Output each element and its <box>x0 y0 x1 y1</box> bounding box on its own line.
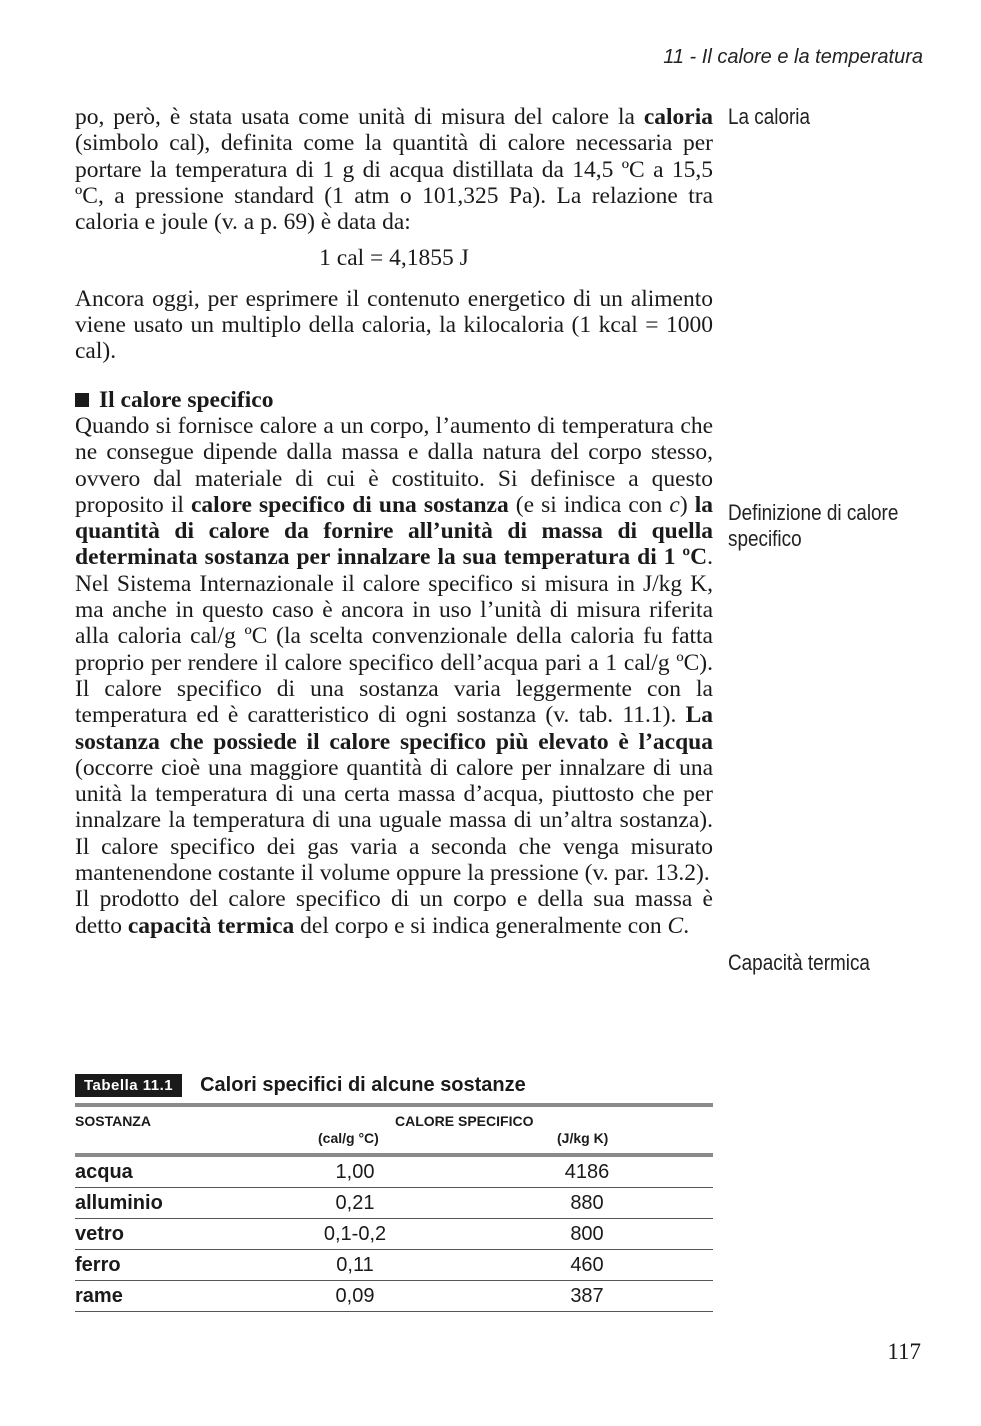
cell-cal: 0,1-0,2 <box>323 1223 387 1245</box>
cell-j: 460 <box>570 1254 604 1276</box>
margin-note-definizione-line2: specifico <box>728 526 802 551</box>
table-title: Calori specifici di alcune sostanze <box>200 1073 526 1096</box>
square-bullet-icon <box>75 393 89 407</box>
symbol-C: C <box>667 912 684 939</box>
header-unit-cal: (cal/g °C) <box>318 1130 379 1146</box>
table-row <box>75 1218 713 1249</box>
text-run: Il prodotto del calore specifico di un corpo e della sua massa è detto <box>75 886 713 939</box>
text-run: del corpo e si indica generalmente con <box>294 912 668 939</box>
paragraph-calore-specifico <box>75 413 713 886</box>
statement-bold: La sostanza che possiede il calore specifico più elevato è l’acqua <box>75 702 713 755</box>
cell-sostanza: vetro <box>75 1223 124 1245</box>
margin-note-capacita: Capacità termica <box>728 950 870 975</box>
table-row <box>75 1153 713 1187</box>
text-run: ) <box>679 491 695 518</box>
term-calore-specifico: calore specifico di una sostanza <box>191 491 509 518</box>
term-caloria: caloria <box>643 104 713 130</box>
text-run: . Nel Sistema Internazionale il calore specifico si misura in J/kg K, ma anche in questo caso è ancora in uso l’unità di misura riferita alla caloria cal/g ºC (la scelta convenzionale della caloria fu fatta proprio per rendere il calore specifico dell’acqua pari a 1 cal/g ºC). Il calore specifico di una sostanza varia leggermente con la temperatura ed è caratteristico di ogni sostanza (v. tab. 11.1). <box>75 544 713 729</box>
text-run: po, però, è stata usata come unità di misura del calore la <box>75 104 644 130</box>
cell-sostanza: alluminio <box>75 1192 163 1214</box>
table-caption <box>75 1071 713 1099</box>
paragraph-kilocaloria: Ancora oggi, per esprimere il contenuto energetico di un alimento viene usato un multiplo della caloria, la kilocaloria (1 kcal = 1000 cal). <box>75 285 713 365</box>
cell-j: 880 <box>570 1192 604 1214</box>
cell-cal: 0,11 <box>336 1254 374 1276</box>
cell-cal: 0,21 <box>335 1192 375 1214</box>
margin-note-definizione-line1: Definizione di calore <box>728 500 899 525</box>
text-run: . <box>683 912 690 939</box>
paragraph-caloria <box>75 104 713 235</box>
cell-j: 4186 <box>564 1161 610 1183</box>
section-title-text: Il calore specifico <box>99 386 274 413</box>
formula: 1 cal = 4,1855 J <box>319 245 469 272</box>
cell-j: 387 <box>570 1285 604 1307</box>
symbol-c: c <box>669 491 680 518</box>
table-badge: Tabella 11.1 <box>75 1074 182 1097</box>
text-run: (occorre cioè una maggiore quantità di calore per innalzare di una unità la temperatura di una certa massa d’acqua, piuttosto che per innalzare la temperatura di una uguale massa di un’altra sostanza). Il calore specifico dei gas varia a seconda che venga misurato mantenendone costante il volume oppure la pressione (v. par. 13.2). <box>75 754 713 887</box>
table-header <box>75 1107 713 1153</box>
text-run: (e si indica con <box>508 491 670 518</box>
cell-sostanza: ferro <box>75 1254 121 1276</box>
specific-heat-table <box>75 1071 713 1312</box>
page-number: 117 <box>887 1339 921 1364</box>
cell-cal: 0,09 <box>335 1285 375 1307</box>
cell-sostanza: acqua <box>75 1161 133 1183</box>
table-bottom-rule <box>75 1311 713 1312</box>
table-row <box>75 1280 713 1311</box>
section-title <box>75 387 713 413</box>
header-sostanza: SOSTANZA <box>75 1113 151 1129</box>
header-unit-j: (J/kg K) <box>557 1130 609 1146</box>
paragraph-capacita-termica <box>75 886 713 939</box>
table-row <box>75 1187 713 1218</box>
table-row <box>75 1249 713 1280</box>
margin-note-caloria: La caloria <box>728 104 811 129</box>
main-text <box>75 104 713 939</box>
term-capacita-termica: capacità termica <box>127 912 295 939</box>
definition-bold: la quantità di calore da fornire all’unità di massa di quella determinata sostanza per innalzare la sua temperatura di 1 ºC <box>75 491 713 571</box>
running-head: 11 - Il calore e la temperatura <box>663 46 923 68</box>
cell-sostanza: rame <box>75 1285 123 1307</box>
margin-note-definizione <box>728 500 952 552</box>
cell-j: 800 <box>570 1223 604 1245</box>
text-run: Quando si fornisce calore a un corpo, l’aumento di temperatura che ne consegue dipende dalla massa e dalla natura del corpo stesso, ovvero dal materiale di cui è costituito. Si definisce a questo proposito il <box>75 412 713 518</box>
cell-cal: 1,00 <box>335 1161 375 1183</box>
text-run: (simbolo cal), definita come la quantità di calore necessaria per portare la temperatura di 1 g di acqua distillata da 14,5 ºC a 15,5 ºC, a pressione standard (1 atm o 101,325 Pa). La relazione tra caloria e joule (v. a p. 69) è data da: <box>75 130 713 236</box>
header-calore-specifico: CALORE SPECIFICO <box>395 1113 534 1129</box>
